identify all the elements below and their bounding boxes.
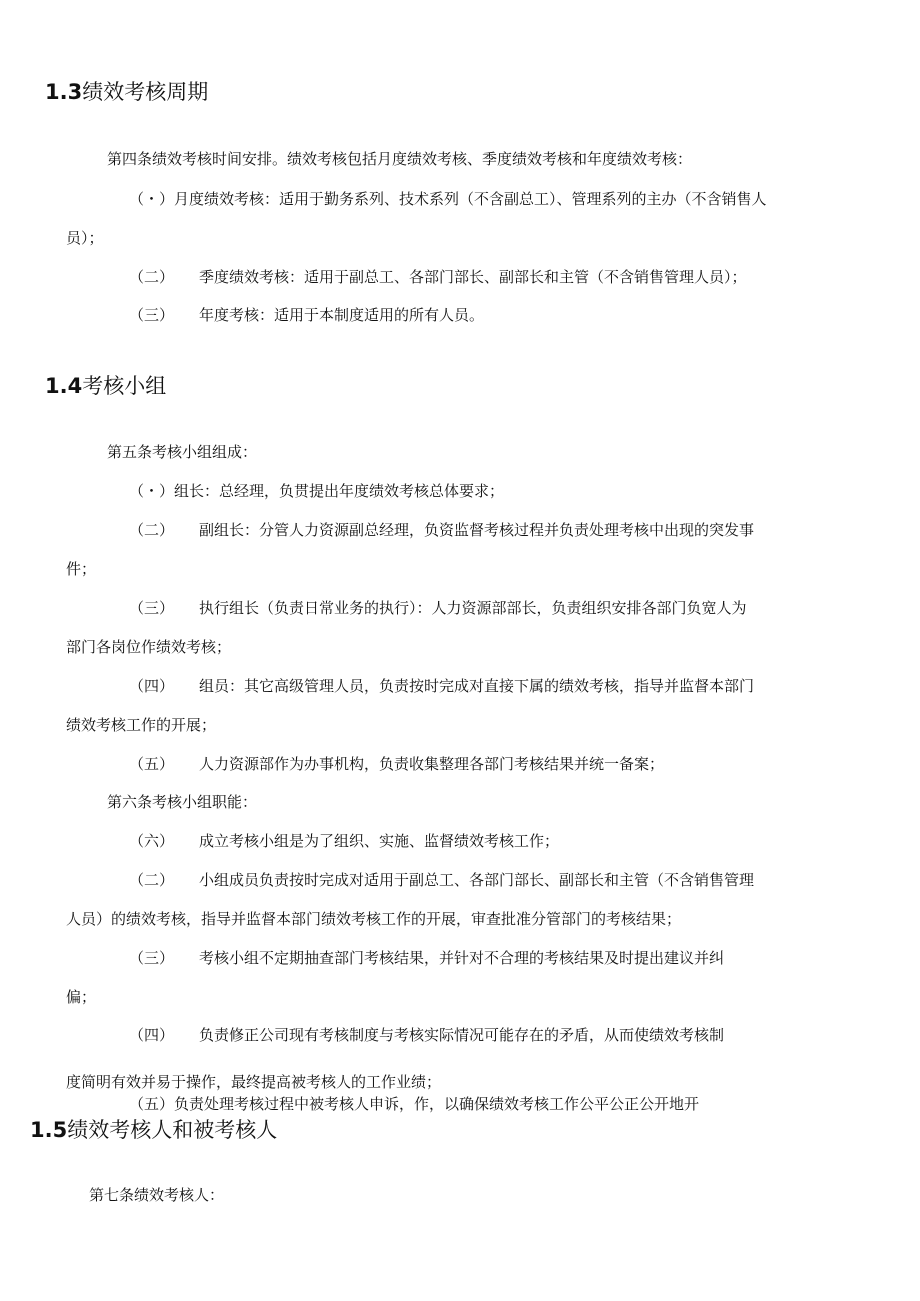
section-heading-1-4: 1.4考核小组 bbox=[45, 374, 167, 398]
article-7: 第七条绩效考核人： bbox=[89, 1186, 225, 1204]
article-6: 第六条考核小组职能： bbox=[107, 793, 258, 811]
article-5-item-3-line-1: （三） 执行组长（负责日常业务的执行）：人力资源部部长，负责组织安排各部门负宽人为 bbox=[129, 599, 747, 617]
article-6-item-4-line-1: （四） 负责修正公司现有考核制度与考核实际情况可能存在的矛盾，从而使绩效考核制 bbox=[129, 1026, 725, 1044]
article-5-item-4-line-1: （四） 组员：其它高级管理人员，负责按时完成对直接下属的绩效考核，指导并监督本部门 bbox=[129, 677, 755, 695]
article-5-item-3-line-2: 部门各岗位作绩效考核； bbox=[66, 638, 232, 656]
article-5-item-2-line-1: （二） 副组长：分管人力资源副总经理，负资监督考核过程并负责处理考核中出现的突发事 bbox=[129, 521, 755, 539]
article-4-item-1-line-2: 员）； bbox=[66, 229, 104, 247]
article-6-item-3-line-1: （三） 考核小组不定期抽查部门考核结果，并针对不合理的考核结果及时提出建议并纠 bbox=[129, 949, 725, 967]
article-5-item-5: （五） 人力资源部作为办事机构，负责收集整理各部门考核结果并统一备案； bbox=[129, 755, 665, 773]
section-heading-1-5: 1.5绩效考核人和被考核人 bbox=[30, 1118, 278, 1142]
article-6-item-5: （五）负责处理考核过程中被考核人申诉，作，以确保绩效考核工作公平公正公开地开 bbox=[129, 1095, 700, 1113]
article-6-item-3-line-2: 偏； bbox=[66, 988, 97, 1006]
article-6-item-1: （六） 成立考核小组是为了组织、实施、监督绩效考核工作； bbox=[129, 832, 560, 850]
article-4: 第四条绩效考核时间安排。绩效考核包括月度绩效考核、季度绩效考核和年度绩效考核： bbox=[107, 150, 693, 168]
section-heading-1-3: 1.3绩效考核周期 bbox=[45, 80, 209, 104]
article-6-item-2-line-2: 人员）的绩效考核，指导并监督本部门绩效考核工作的开展，审查批准分管部门的考核结果； bbox=[66, 910, 682, 928]
article-6-item-4-line-2: 度简明有效并易于操作，最终提高被考核人的工作业绩； bbox=[66, 1073, 442, 1091]
article-5-item-4-line-2: 绩效考核工作的开展； bbox=[66, 716, 217, 734]
article-6-item-2-line-1: （二） 小组成员负责按时完成对适用于副总工、各部门部长、副部长和主管（不含销售管理 bbox=[129, 871, 755, 889]
article-5-item-2-line-2: 件； bbox=[66, 560, 97, 578]
article-4-item-1-line-1: （・）月度绩效考核：适用于勤务系列、技术系列（不含副总工）、管理系列的主办（不含销售人 bbox=[129, 190, 767, 208]
article-5: 第五条考核小组组成： bbox=[107, 443, 258, 461]
article-5-item-1: （・）组长：总经理，负贯提出年度绩效考核总体要求； bbox=[129, 482, 505, 500]
article-4-item-3: （三） 年度考核：适用于本制度适用的所有人员。 bbox=[129, 306, 485, 324]
article-4-item-2: （二） 季度绩效考核：适用于副总工、各部门部长、副部长和主管（不含销售管理人员）； bbox=[129, 268, 747, 286]
